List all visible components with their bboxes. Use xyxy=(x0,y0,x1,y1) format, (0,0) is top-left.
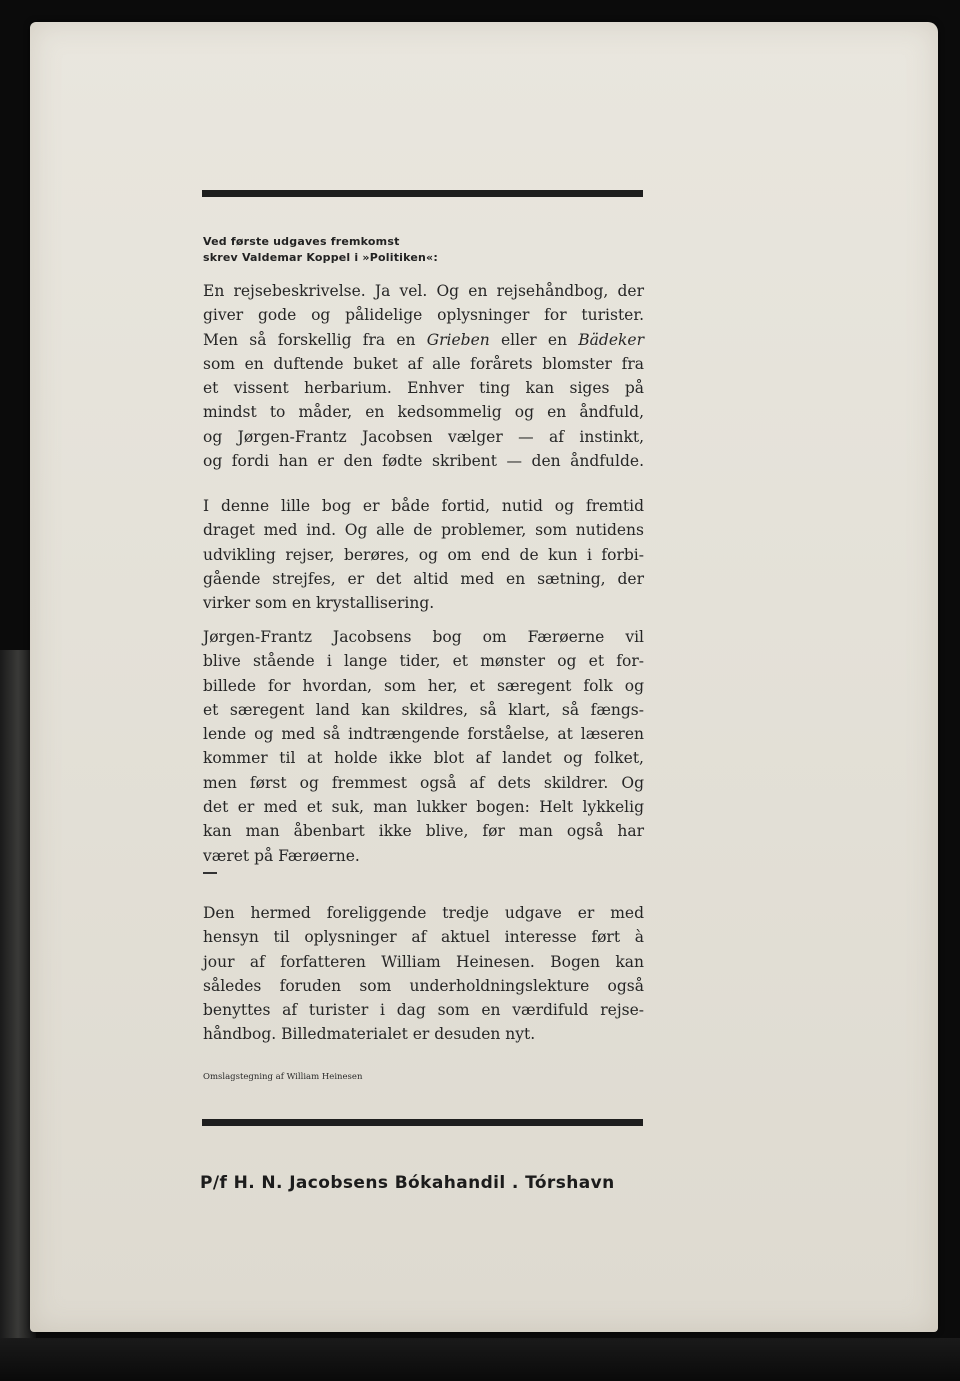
publisher-imprint: P/f H. N. Jacobsens Bókahandil . Tórshavn xyxy=(200,1173,615,1193)
p1-line: Men så forskellig fra en Grieben eller en Bädeker xyxy=(203,330,644,349)
p3-line: blive stående i lange tider, et mønster og et for- xyxy=(203,652,644,671)
intro-line-1: Ved første udgaves fremkomst xyxy=(203,235,400,248)
paragraph-2 xyxy=(203,494,644,615)
paragraph-1 xyxy=(203,279,644,473)
table-surface xyxy=(0,1338,960,1381)
p4-line: Den hermed foreliggende tredje udgave er med xyxy=(203,904,644,922)
p4-line: hensyn til oplysninger af aktuel interesse ført à xyxy=(203,928,644,947)
intro-heading xyxy=(203,234,643,266)
p3-line: billede for hvordan, som her, et særegent folk og xyxy=(203,676,644,695)
p3-line: det er med et suk, man lukker bogen: Helt lykkelig xyxy=(203,798,644,817)
p3-line: et særegent land kan skildres, så klart, så fængs- xyxy=(203,700,644,719)
p1-line: og fordi han er den fødte skribent — den åndfulde. xyxy=(203,452,644,471)
intro-line-2: skrev Valdemar Koppel i »Politiken«: xyxy=(203,251,438,264)
p3-line: kan man åbenbart ikke blive, før man også har xyxy=(203,822,644,841)
p4-line: håndbog. Billedmaterialet er desuden nyt. xyxy=(203,1025,536,1044)
guidebook-title: Grieben xyxy=(426,330,490,349)
p2-line: I denne lille bog er både fortid, nutid og fremtid xyxy=(203,497,644,515)
p3-line: lende og med så indtrængende forståelse, at læseren xyxy=(203,725,644,744)
p4-line: jour af forfatteren William Heinesen. Bogen kan xyxy=(203,952,644,971)
p2-line: draget med ind. Og alle de problemer, som nutidens xyxy=(203,521,644,540)
p3-line: kommer til at holde ikke blot af landet og folket, xyxy=(203,749,644,768)
p1-line: et vissent herbarium. Enhver ting kan siges på xyxy=(203,379,644,398)
guidebook-title: Bädeker xyxy=(578,330,644,349)
top-rule xyxy=(202,190,643,197)
bottom-rule xyxy=(202,1119,643,1126)
p2-line: udvikling rejser, berøres, og om end de kun i forbi- xyxy=(203,545,644,564)
p1-line: En rejsebeskrivelse. Ja vel. Og en rejsehåndbog, der xyxy=(203,282,644,300)
p1-line: giver gode og pålidelige oplysninger for turister. xyxy=(203,306,644,325)
p2-line: gående strejfes, er det altid med en sætning, der xyxy=(203,569,644,588)
p2-line: virker som en krystallisering. xyxy=(203,594,435,613)
paragraph-3 xyxy=(203,625,644,868)
p4-line: benyttes af turister i dag som en værdifuld rejse- xyxy=(203,1001,644,1020)
p4-line: således foruden som underholdningslekture også xyxy=(203,976,644,995)
p1-line: som en duftende buket af alle forårets blomster fra xyxy=(203,354,644,373)
p1-line: mindst to måder, en kedsommelig og en åndfuld, xyxy=(203,403,644,422)
p3-line: men først og fremmest også af dets skildrer. Og xyxy=(203,773,644,792)
paragraph-4 xyxy=(203,901,644,1047)
section-dash xyxy=(203,872,217,874)
p1-line: og Jørgen-Frantz Jacobsen vælger — af instinkt, xyxy=(203,427,644,446)
cover-illustration-credit: Omslagstegning af William Heinesen xyxy=(203,1072,363,1082)
p3-line: været på Færøerne. xyxy=(203,846,360,865)
p3-line: Jørgen-Frantz Jacobsens bog om Færøerne vil xyxy=(203,628,644,646)
